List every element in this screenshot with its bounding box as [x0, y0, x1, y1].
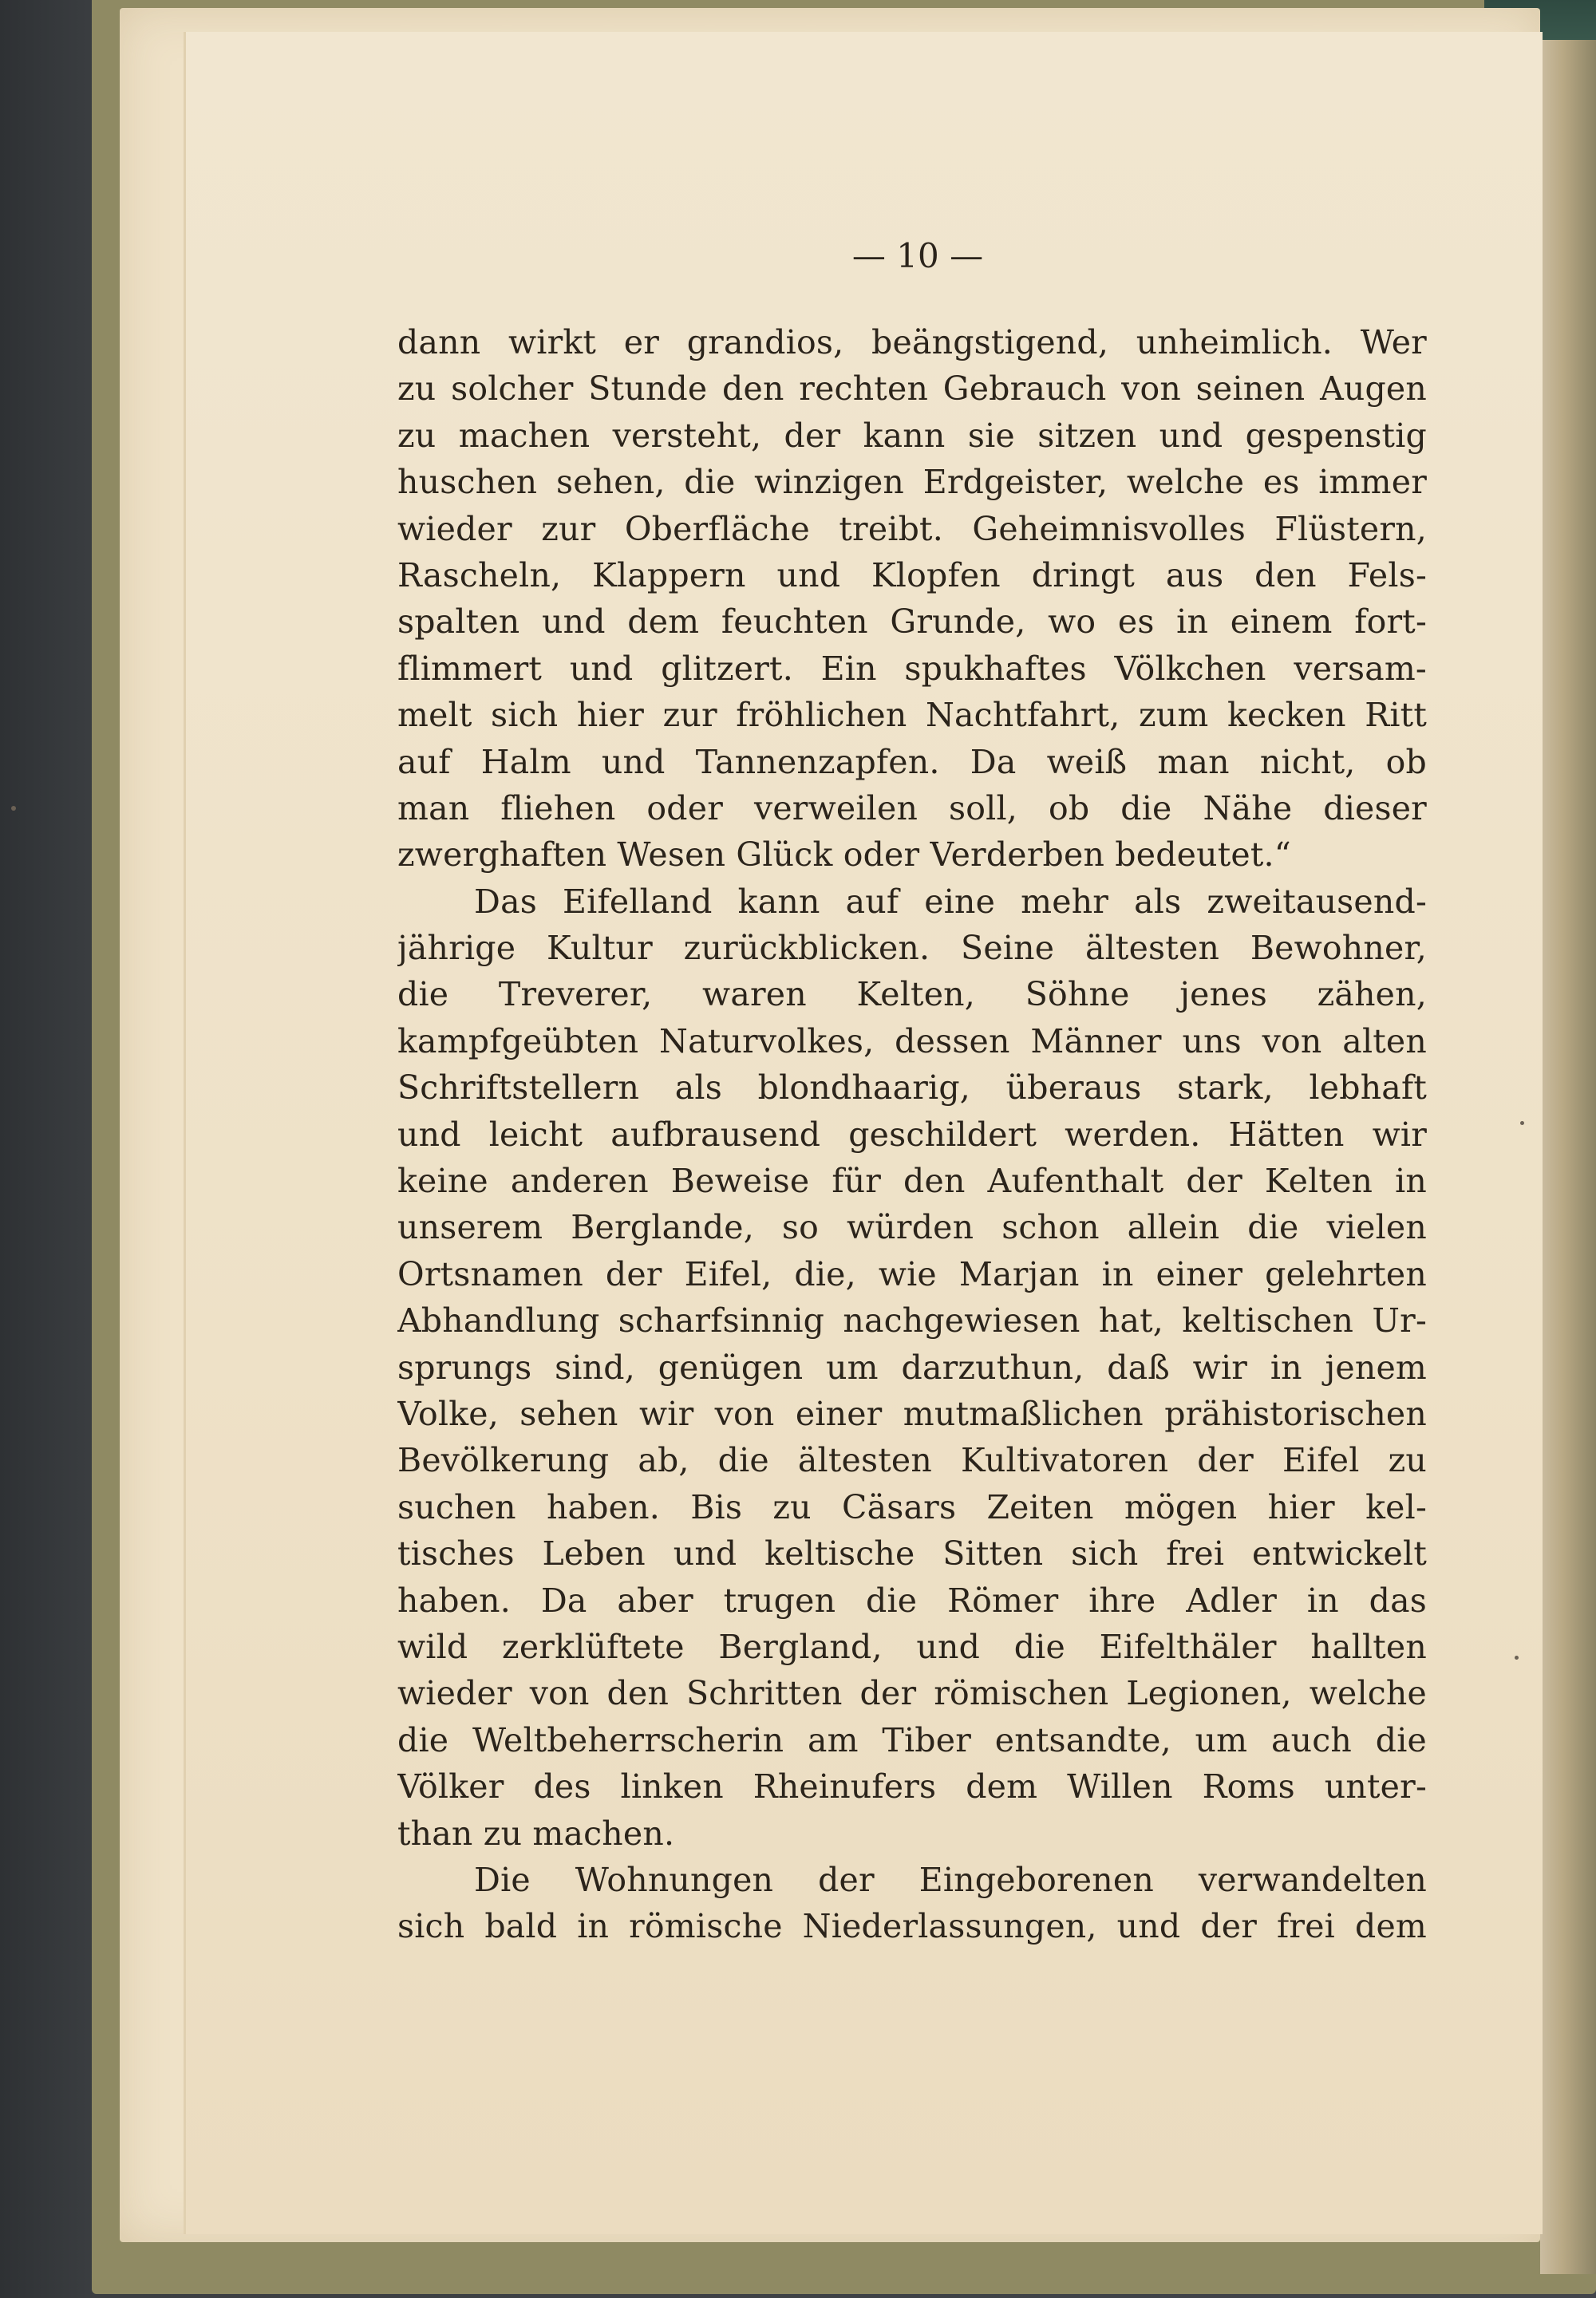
text-line: Bevölkerung ab, die ältesten Kultivatoren der Eifel zu [397, 1441, 1427, 1480]
page-number: — 10 — [851, 236, 984, 275]
text-line: zu machen versteht, der kann sie sitzen und gespenstig [397, 416, 1427, 455]
paragraph-3 [397, 1857, 1427, 1950]
text-line: suchen haben. Bis zu Cäsars Zeiten mögen hier kel- [397, 1487, 1427, 1526]
text-line: wieder zur Oberfläche treibt. Geheimnisvolles Flüstern, [397, 509, 1427, 548]
text-line: jährige Kultur zurückblicken. Seine ältesten Bewohner, [397, 929, 1427, 968]
text-line: spalten und dem feuchten Grunde, wo es in einem fort- [397, 602, 1427, 642]
text-line: wieder von den Schritten der römischen Legionen, welche [397, 1674, 1427, 1713]
paper-speck [1520, 1121, 1524, 1125]
text-line: Völker des linken Rheinufers dem Willen Roms unter- [397, 1767, 1427, 1806]
text-line: zwerghaften Wesen Glück oder Verderben bedeutet.“ [397, 835, 1291, 875]
text-line: und leicht aufbrausend geschildert werden. Hätten wir [397, 1115, 1427, 1154]
text-line: zu solcher Stunde den rechten Gebrauch von seinen Augen [397, 369, 1427, 409]
text-line: sprungs sind, genügen um darzuthun, daß wir in jenem [397, 1348, 1427, 1387]
text-line: Rascheln, Klappern und Klopfen dringt aus den Fels- [397, 555, 1427, 594]
text-line: kampfgeübten Naturvolkes, dessen Männer uns von alten [397, 1021, 1427, 1060]
text-line: die Treverer, waren Kelten, Söhne jenes zähen, [397, 975, 1427, 1014]
text-line: dann wirkt er grandios, beängstigend, unheimlich. Wer [397, 323, 1427, 361]
text-line: Ortsnamen der Eifel, die, wie Marjan in einer gelehrten [397, 1254, 1427, 1293]
text-line: melt sich hier zur fröhlichen Nachtfahrt, zum kecken Ritt [397, 696, 1427, 735]
text-line: tisches Leben und keltische Sitten sich frei entwickelt [397, 1534, 1427, 1573]
text-line: Schriftstellern als blondhaarig, überaus stark, lebhaft [397, 1068, 1427, 1108]
text-line: unserem Berglande, so würden schon allein die vielen [397, 1208, 1427, 1247]
text-line: Die Wohnungen der Eingeborenen verwandelten [474, 1860, 1427, 1899]
paper-speck [1515, 1656, 1519, 1660]
text-line: Das Eifelland kann auf eine mehr als zweitausend- [474, 882, 1427, 921]
paragraph-2 [397, 879, 1427, 1857]
text-line: haben. Da aber trugen die Römer ihre Adler in das [397, 1581, 1427, 1620]
text-line: Abhandlung scharfsinnig nachgewiesen hat, keltischen Ur- [397, 1301, 1427, 1340]
text-line: auf Halm und Tannenzapfen. Da weiß man nicht, ob [397, 742, 1427, 781]
text-line: keine anderen Beweise für den Aufenthalt der Kelten in [397, 1162, 1427, 1201]
page-block-edge [1540, 40, 1596, 2274]
text-line: man fliehen oder verweilen soll, ob die Nähe dieser [397, 788, 1427, 827]
text-line: die Weltbeherrscherin am Tiber entsandte, um auch die [397, 1720, 1427, 1759]
text-line: than zu machen. [397, 1814, 675, 1853]
text-line: Volke, sehen wir von einer mutmaßlichen prähistorischen [397, 1394, 1427, 1433]
text-line: wild zerklüftete Bergland, und die Eifelthäler hallten [397, 1627, 1427, 1666]
body-text [397, 319, 1427, 1950]
paper-speck [11, 806, 16, 811]
text-line: sich bald in römische Niederlassungen, und der frei dem [397, 1907, 1427, 1946]
text-line: flimmert und glitzert. Ein spukhaftes Völkchen versam- [397, 649, 1427, 688]
text-line: huschen sehen, die winzigen Erdgeister, welche es immer [397, 463, 1427, 502]
paragraph-1 [397, 319, 1427, 879]
